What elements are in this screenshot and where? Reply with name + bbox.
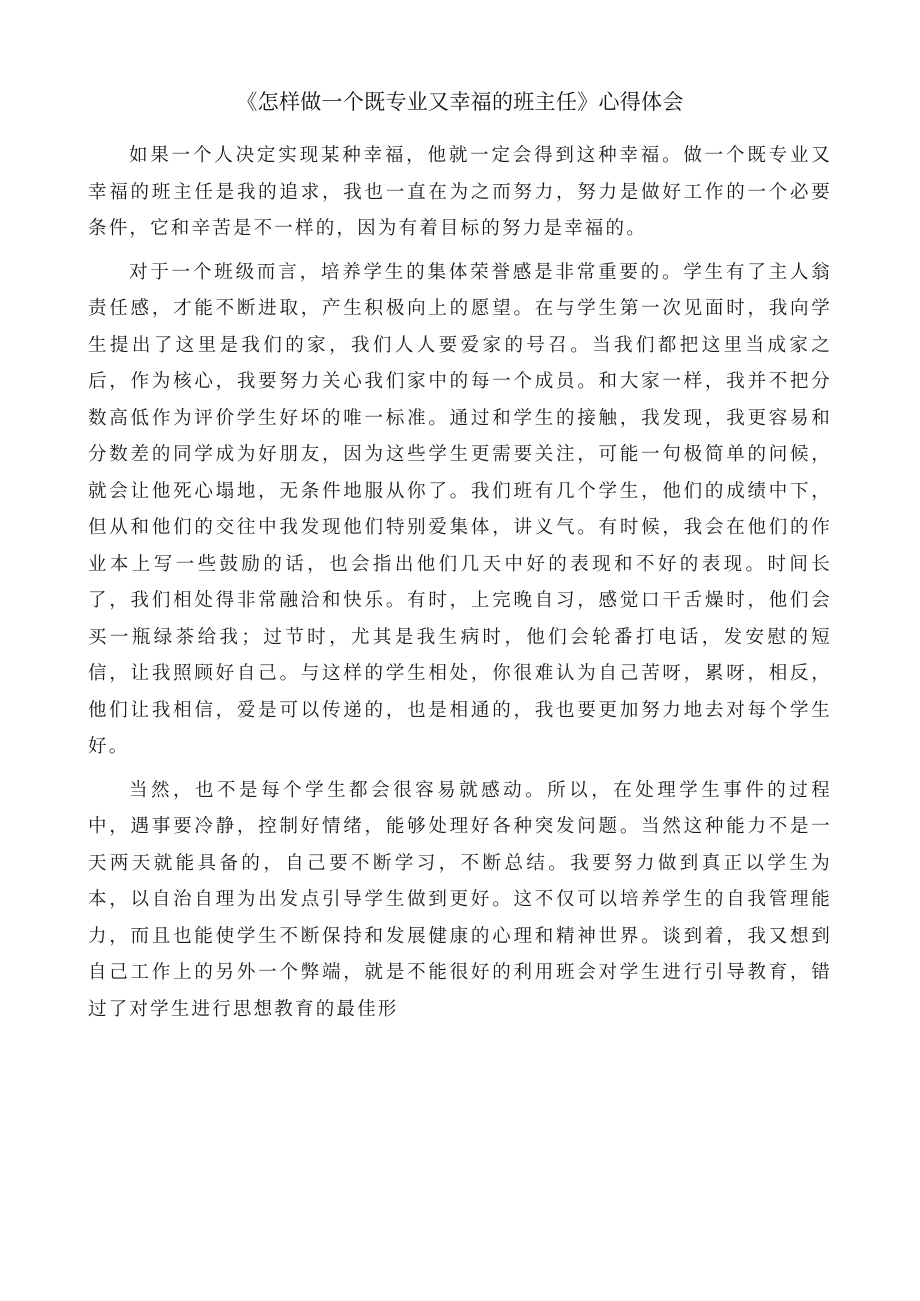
document-title: 《怎样做一个既专业又幸福的班主任》心得体会 — [236, 90, 684, 114]
paragraph-2: 对于一个班级而言，培养学生的集体荣誉感是非常重要的。学生有了主人翁责任感，才能不断进取，产生积极向上的愿望。在与学生第一次见面时，我向学生提出了这里是我们的家，我们人人要爱家的号召。当我们都把这里当成家之后，作为核心，我要努力关心我们家中的每一个成员。和大家一样，我并不把分数高低作为评价学生好坏的唯一标准。通过和学生的接触，我发现，我更容易和分数差的同学成为好朋友，因为这些学生更需要关注，可能一句极简单的问候，就会让他死心塌地，无条件地服从你了。我们班有几个学生，他们的成绩中下，但从和他们的交往中我发现他们特别爱集体，讲义气。有时候，我会在他们的作业本上写一些鼓励的话，也会指出他们几天中好的表现和不好的表现。时间长了，我们相处得非常融洽和快乐。有时，上完晚自习，感觉口干舌燥时，他们会买一瓶绿茶给我；过节时，尤其是我生病时，他们会轮番打电话，发安慰的短信，让我照顾好自己。与这样的学生相处，你很难认为自己苦呀，累呀，相反，他们让我相信，爱是可以传递的，也是相通的，我也要更加努力地去对每个学生好。 — [88, 261, 832, 757]
paragraph-3: 当然，也不是每个学生都会很容易就感动。所以，在处理学生事件的过程中，遇事要冷静，控制好情绪，能够处理好各种突发问题。当然这种能力不是一天两天就能具备的，自己要不断学习，不断总结。我要努力做到真正以学生为本，以自治自理为出发点引导学生做到更好。这不仅可以培养学生的自我管理能力，而且也能使学生不断保持和发展健康的心理和精神世界。谈到着，我又想到自己工作上的另外一个弊端，就是不能很好的利用班会对学生进行引导教育，错过了对学生进行思想教育的最佳形 — [88, 779, 832, 1020]
document-body — [88, 138, 832, 1035]
paragraph-1: 如果一个人决定实现某种幸福，他就一定会得到这种幸福。做一个既专业又幸福的班主任是我的追求，我也一直在为之而努力，努力是做好工作的一个必要条件，它和辛苦是不一样的，因为有着目标的努力是幸福的。 — [88, 145, 832, 239]
